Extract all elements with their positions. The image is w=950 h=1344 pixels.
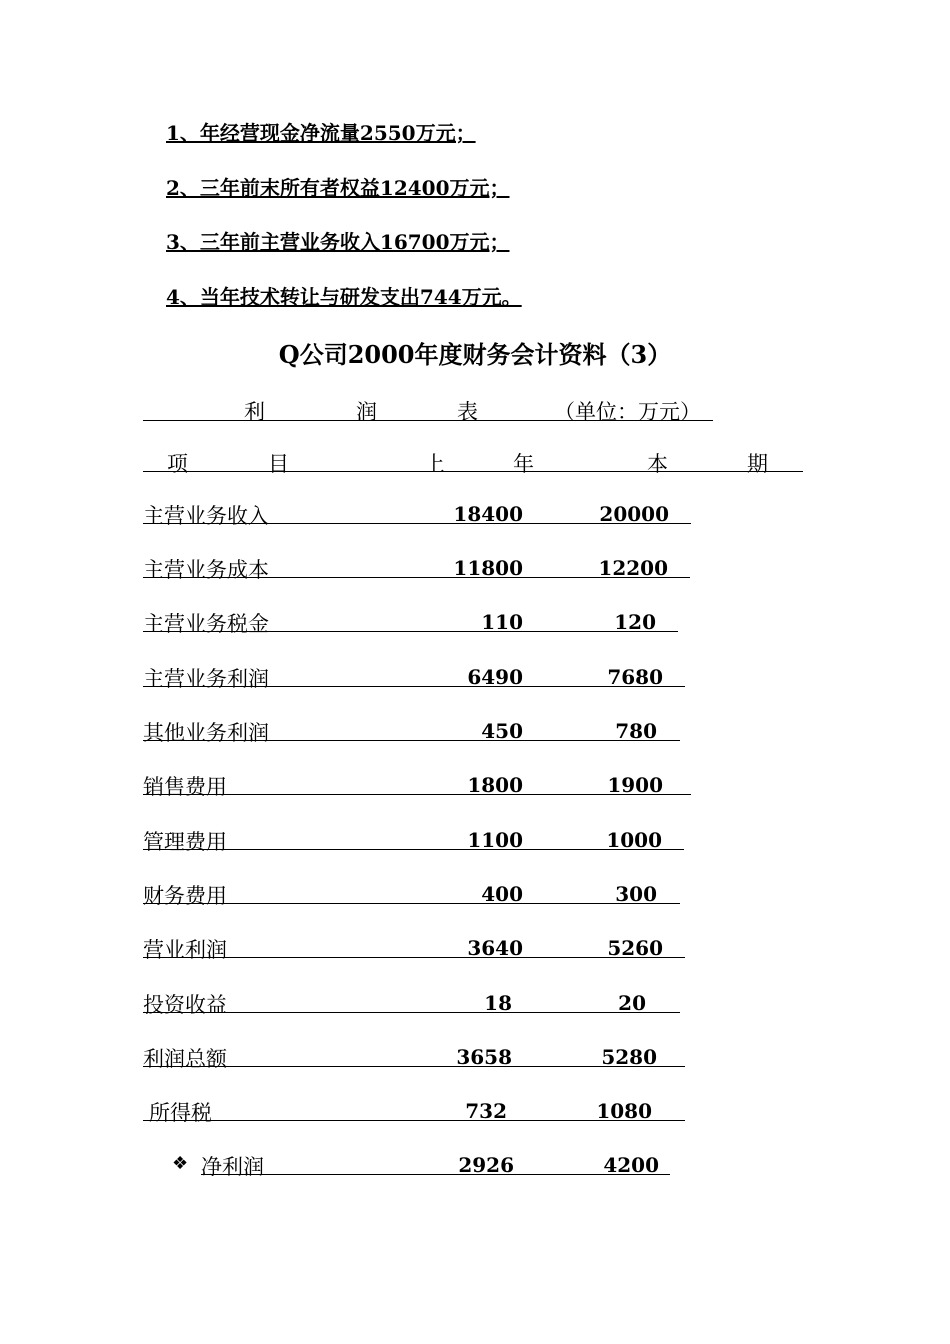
row-current-value: 1900 xyxy=(607,773,663,797)
row-label: 主营业务成本 xyxy=(143,558,269,582)
row-current-value: 5260 xyxy=(607,936,663,960)
note-4: 4、当年技术转让与研发支出744万元。 xyxy=(166,285,522,309)
row-label: 主营业务税金 xyxy=(143,612,269,636)
column-header-prior-1: 上 xyxy=(424,452,445,476)
column-header-prior-2: 年 xyxy=(513,452,534,476)
row-label: 主营业务收入 xyxy=(143,504,269,528)
row-current-value: 120 xyxy=(614,610,656,634)
row-current-value: 7680 xyxy=(607,665,663,689)
row-current-value: 1000 xyxy=(606,828,662,852)
column-header-current-1: 本 xyxy=(647,452,668,476)
statement-header-char-2: 润 xyxy=(356,400,377,424)
row-prior-value: 400 xyxy=(481,882,523,906)
row-label: 主营业务利润 xyxy=(143,667,269,691)
column-header-underline xyxy=(143,471,803,472)
row-prior-value: 1800 xyxy=(467,773,523,797)
row-current-value: 12200 xyxy=(598,556,668,580)
row-label: 销售费用 xyxy=(143,775,227,799)
note-1: 1、年经营现金净流量2550万元； xyxy=(166,121,476,145)
row-prior-value: 732 xyxy=(465,1099,507,1123)
note-2: 2、三年前末所有者权益12400万元； xyxy=(166,176,510,200)
row-label: 营业利润 xyxy=(143,938,227,962)
row-label: 财务费用 xyxy=(143,884,227,908)
row-prior-value: 18400 xyxy=(453,502,523,526)
row-label: 所得税 xyxy=(149,1101,212,1125)
document-title: Q公司2000年度财务会计资料（3） xyxy=(278,340,672,369)
diamond-bullet-icon: ❖ xyxy=(172,1153,189,1174)
row-label: 净利润 xyxy=(201,1155,264,1179)
row-current-value: 4200 xyxy=(603,1153,659,1177)
statement-header-char-3: 表 xyxy=(457,400,478,424)
row-prior-value: 110 xyxy=(481,610,523,634)
row-current-value: 5280 xyxy=(601,1045,657,1069)
row-current-value: 1080 xyxy=(596,1099,652,1123)
row-prior-value: 11800 xyxy=(453,556,523,580)
row-prior-value: 6490 xyxy=(467,665,523,689)
statement-unit: （单位：万元） xyxy=(554,400,701,424)
row-label: 管理费用 xyxy=(143,830,227,854)
row-prior-value: 2926 xyxy=(458,1153,514,1177)
note-3: 3、三年前主营业务收入16700万元； xyxy=(166,230,510,254)
column-header-item-1: 项 xyxy=(167,452,188,476)
row-prior-value: 450 xyxy=(481,719,523,743)
column-header-item-2: 目 xyxy=(268,452,289,476)
row-current-value: 20 xyxy=(618,991,646,1015)
row-label: 其他业务利润 xyxy=(143,721,269,745)
row-current-value: 20000 xyxy=(599,502,669,526)
row-current-value: 300 xyxy=(615,882,657,906)
row-prior-value: 3640 xyxy=(467,936,523,960)
row-prior-value: 18 xyxy=(484,991,512,1015)
row-current-value: 780 xyxy=(615,719,657,743)
row-label: 利润总额 xyxy=(143,1047,227,1071)
statement-header-char-1: 利 xyxy=(244,400,265,424)
row-prior-value: 1100 xyxy=(467,828,523,852)
column-header-current-2: 期 xyxy=(747,452,768,476)
row-prior-value: 3658 xyxy=(456,1045,512,1069)
row-label: 投资收益 xyxy=(143,993,227,1017)
